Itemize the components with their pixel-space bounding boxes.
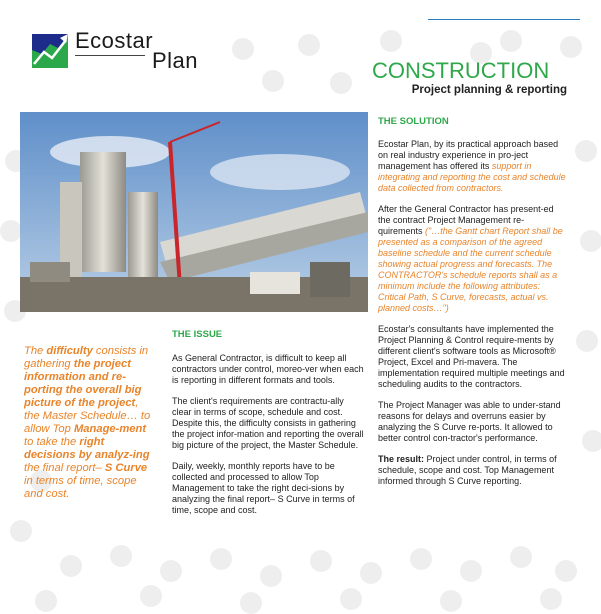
top-rule: [428, 19, 580, 20]
solution-paragraph-2: After the General Contractor has present-ed the contract Project Management re-quirements ("…the Gantt chart Report shall be presented as a comparison of the agreed baseline schedule and the current schedule showing actual progress and forecasts. The CONTRACTOR's schedule reports shall as a minimum include the following attributes: Critical Path, S Curve, forecasts, actual vs. planned costs…"): [378, 204, 563, 313]
construction-site-photo: [20, 112, 368, 312]
issue-paragraph-3: Daily, weekly, monthly reports have to be collected and processed to allow Top Management to take the right deci-sions by analyzing the final report– S Curve in terms of time, scope and cost.: [172, 461, 355, 515]
solution-section: [378, 116, 568, 497]
issue-heading: THE ISSUE: [172, 329, 223, 340]
issue-paragraph-1: As General Contractor, is difficult to keep all contractors under control, moreo-ver when each is reporting in different formats and tools.: [172, 353, 364, 385]
logo-divider: [75, 55, 145, 56]
solution-paragraph-1: Ecostar Plan, by its practical approach based on real industry experience in pro-ject management has offered its support in integrating and reporting the cost and schedule data collected from contractors.: [378, 139, 566, 193]
solution-paragraph-3: Ecostar's consultants have implemented the Project Planning & Control require-ments by different client's software tools as Microsoft® Project, Excel and Pri-mavera. The implementation required multiple meetings and scheduling audits to the contractors.: [378, 324, 565, 389]
solution-heading: THE SOLUTION: [378, 116, 449, 127]
issue-section: [172, 329, 364, 526]
page-title: CONSTRUCTION: [372, 58, 550, 83]
logo-mark-icon: [32, 30, 72, 70]
solution-paragraph-4: The Project Manager was able to under-stand reasons for delays and overruns easier by analyzing the S Curve re-ports. It allowed to better control con-tractor's performance.: [378, 400, 561, 443]
solution-paragraph-5: The result: Project under control, in terms of schedule, scope and cost. Top Management informed through S Curve reporting.: [378, 454, 557, 486]
ecostar-logo: [32, 28, 212, 78]
pull-quote: The difficulty consists in gathering the project information and re-porting the overall big picture of the project, the Master Schedule… to allow Top Manage-ment to take the right decisions by analyz-ing the final report– S Curve in terms of time, scope and cost.: [24, 345, 151, 500]
issue-paragraph-2: The client's requirements are contractu-ally clear in terms of scope, schedule and cost. Despite this, the difficulty consists in gathering the project infor-mation and reporting the overall big picture of the project, the Master Schedule.: [172, 396, 364, 450]
logo-text-ecostar: Ecostar: [75, 28, 154, 53]
logo-text-plan: Plan: [152, 48, 199, 73]
page-subtitle: Project planning & reporting: [411, 84, 567, 96]
